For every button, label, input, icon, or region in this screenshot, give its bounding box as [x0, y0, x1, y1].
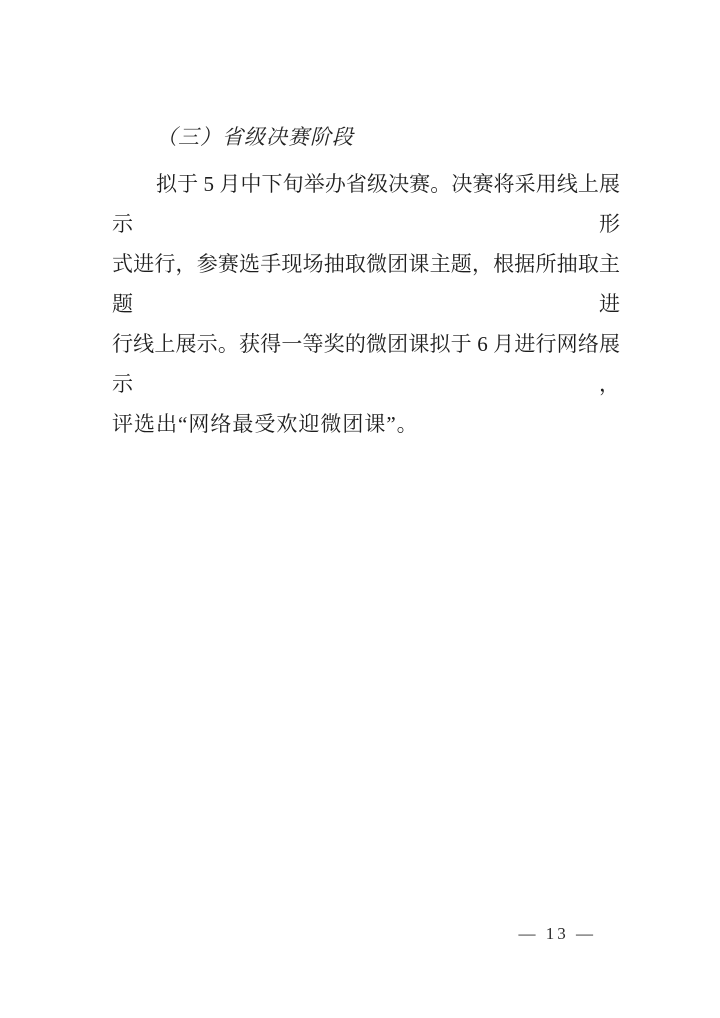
paragraph [112, 164, 620, 444]
paragraph-line: 评选出“网络最受欢迎微团课”。 [112, 412, 419, 436]
paragraph-line: 行线上展示。获得一等奖的微团课拟于 6 月进行网络展示， [112, 332, 620, 396]
paragraph-line: 拟于 5 月中下旬举办省级决赛。决赛将采用线上展示形 [112, 172, 620, 236]
paragraph-line: 式进行，参赛选手现场抽取微团课主题，根据所抽取主题进 [112, 252, 620, 316]
section-heading: （三）省级决赛阶段 [156, 125, 354, 149]
page-number: — 13 — [518, 924, 596, 943]
document-content [112, 116, 620, 444]
